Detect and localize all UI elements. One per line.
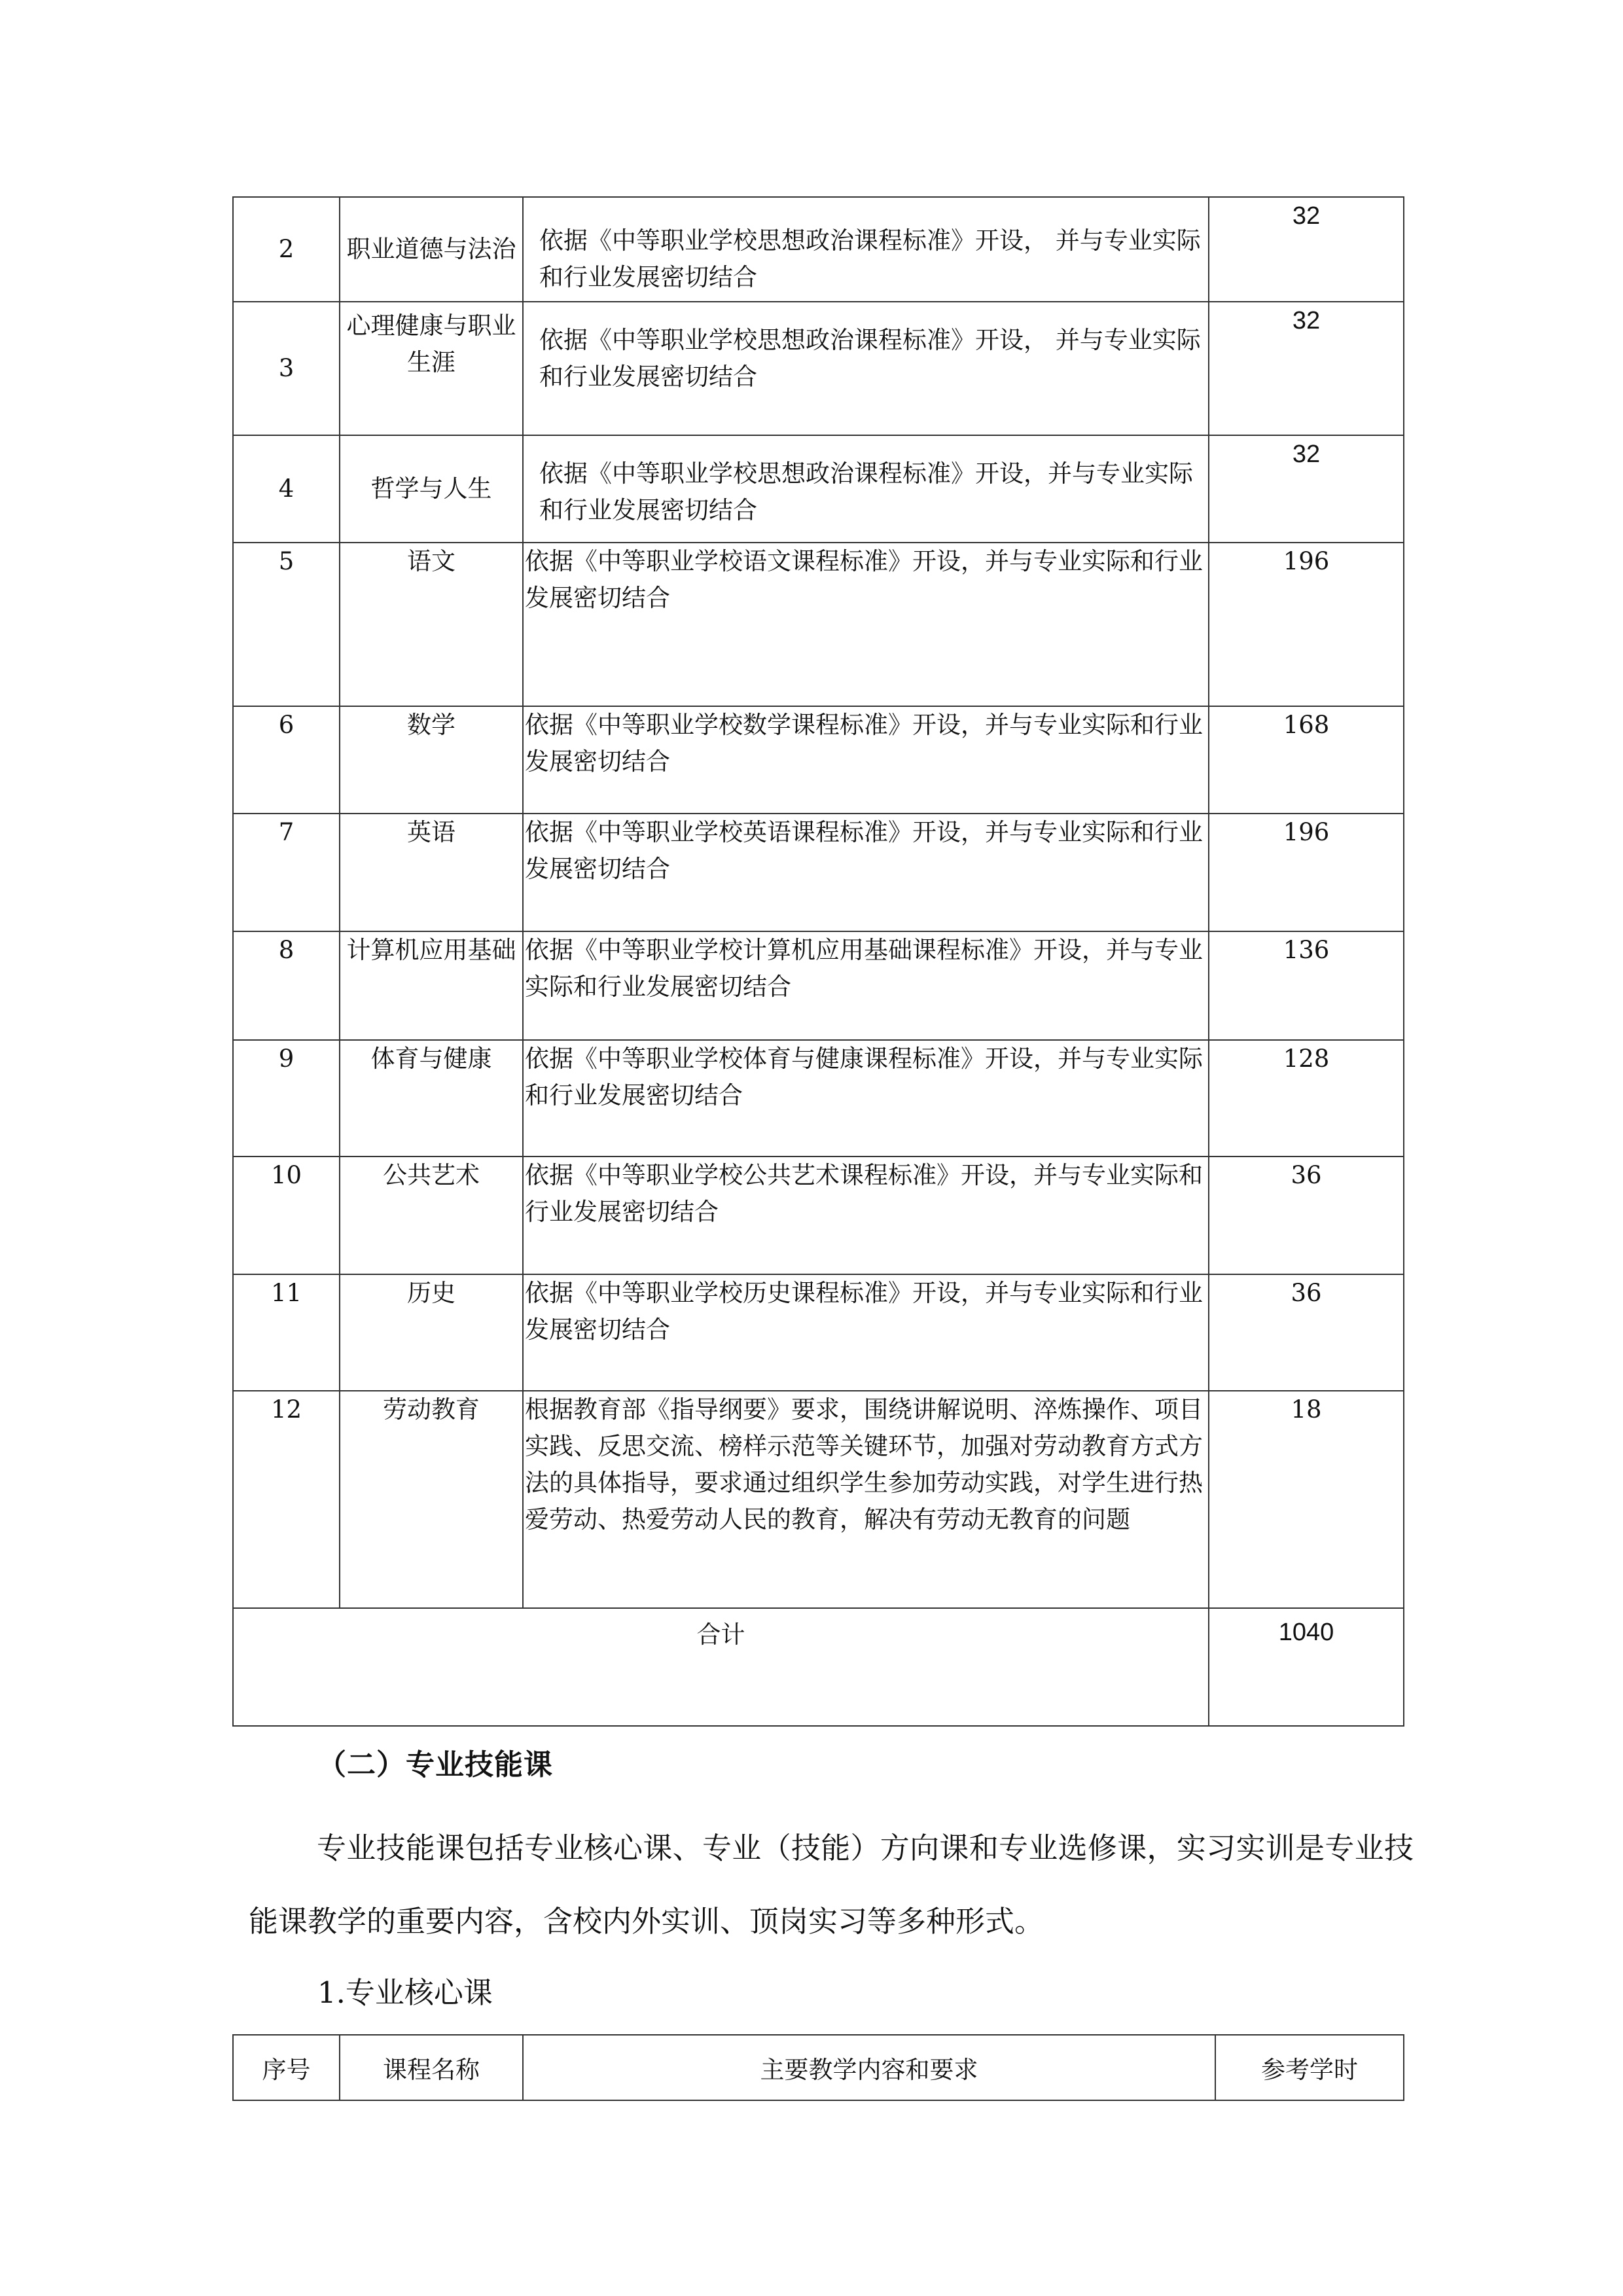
header-course-name: 课程名称 — [340, 2035, 523, 2100]
course-name: 劳动教育 — [340, 1391, 523, 1608]
total-row — [233, 1608, 1404, 1726]
row-number: 10 — [233, 1157, 340, 1274]
course-hours: 32 — [1209, 302, 1404, 435]
course-name: 数学 — [340, 706, 523, 814]
course-name: 计算机应用基础 — [340, 931, 523, 1040]
course-name: 历史 — [340, 1274, 523, 1391]
table-row — [233, 1040, 1404, 1157]
course-name: 职业道德与法治 — [340, 197, 523, 302]
section-heading: （二）专业技能课 — [317, 1748, 553, 1782]
header-content: 主要教学内容和要求 — [523, 2035, 1215, 2100]
table-header-row — [233, 2035, 1404, 2100]
header-hours: 参考学时 — [1215, 2035, 1404, 2100]
course-hours: 128 — [1209, 1040, 1404, 1157]
course-description: 依据《中等职业学校语文课程标准》开设，并与专业实际和行业发展密切结合 — [523, 543, 1209, 706]
header-number: 序号 — [233, 2035, 340, 2100]
table-row — [233, 931, 1404, 1040]
course-description: 依据《中等职业学校思想政治课程标准》开设， 并与专业实际和行业发展密切结合 — [523, 197, 1209, 302]
table-row — [233, 706, 1404, 814]
course-description: 根据教育部《指导纲要》要求，围绕讲解说明、淬炼操作、项目实践、反思交流、榜样示范等关键环节，加强对劳动教育方式方法的具体指导，要求通过组织学生参加劳动实践，对学生进行热爱劳动、热爱劳动人民的教育，解决有劳动无教育的问题 — [523, 1391, 1209, 1608]
table-row — [233, 1157, 1404, 1274]
course-name: 体育与健康 — [340, 1040, 523, 1157]
course-description: 依据《中等职业学校思想政治课程标准》开设，并与专业实际和行业发展密切结合 — [523, 435, 1209, 543]
row-number: 6 — [233, 706, 340, 814]
course-name: 哲学与人生 — [340, 435, 523, 543]
course-name: 语文 — [340, 543, 523, 706]
subsection-heading: 1.专业核心课 — [317, 1975, 493, 2010]
course-description: 依据《中等职业学校公共艺术课程标准》开设，并与专业实际和行业发展密切结合 — [523, 1157, 1209, 1274]
course-name: 心理健康与职业生涯 — [340, 302, 523, 435]
row-number: 11 — [233, 1274, 340, 1391]
course-hours: 168 — [1209, 706, 1404, 814]
course-description: 依据《中等职业学校英语课程标准》开设，并与专业实际和行业发展密切结合 — [523, 814, 1209, 931]
row-number: 4 — [233, 435, 340, 543]
table-row — [233, 1391, 1404, 1608]
course-hours: 32 — [1209, 435, 1404, 543]
course-description: 依据《中等职业学校思想政治课程标准》开设， 并与专业实际和行业发展密切结合 — [523, 302, 1209, 435]
section-paragraph: 专业技能课包括专业核心课、专业（技能）方向课和专业选修课，实习实训是专业技能课教学的重要内容，含校内外实训、顶岗实习等多种形式。 — [249, 1831, 1414, 1939]
course-description: 依据《中等职业学校计算机应用基础课程标准》开设，并与专业实际和行业发展密切结合 — [523, 931, 1209, 1040]
table-row — [233, 814, 1404, 931]
table-row — [233, 543, 1404, 706]
course-hours: 136 — [1209, 931, 1404, 1040]
course-hours: 196 — [1209, 814, 1404, 931]
row-number: 5 — [233, 543, 340, 706]
course-hours: 36 — [1209, 1274, 1404, 1391]
total-label: 合计 — [233, 1608, 1209, 1726]
table-row — [233, 197, 1404, 302]
row-number: 9 — [233, 1040, 340, 1157]
row-number: 3 — [233, 302, 340, 435]
row-number: 7 — [233, 814, 340, 931]
table-row — [233, 302, 1404, 435]
course-hours: 32 — [1209, 197, 1404, 302]
table-row — [233, 435, 1404, 543]
course-hours: 36 — [1209, 1157, 1404, 1274]
course-hours: 18 — [1209, 1391, 1404, 1608]
course-name: 英语 — [340, 814, 523, 931]
course-description: 依据《中等职业学校历史课程标准》开设，并与专业实际和行业发展密切结合 — [523, 1274, 1209, 1391]
course-hours: 196 — [1209, 543, 1404, 706]
row-number: 12 — [233, 1391, 340, 1608]
row-number: 8 — [233, 931, 340, 1040]
row-number: 2 — [233, 197, 340, 302]
course-description: 依据《中等职业学校体育与健康课程标准》开设，并与专业实际和行业发展密切结合 — [523, 1040, 1209, 1157]
public-course-table — [232, 196, 1404, 1727]
total-hours: 1040 — [1209, 1608, 1404, 1726]
course-name: 公共艺术 — [340, 1157, 523, 1274]
table-row — [233, 1274, 1404, 1391]
course-description: 依据《中等职业学校数学课程标准》开设，并与专业实际和行业发展密切结合 — [523, 706, 1209, 814]
core-course-table-header — [232, 2034, 1404, 2101]
